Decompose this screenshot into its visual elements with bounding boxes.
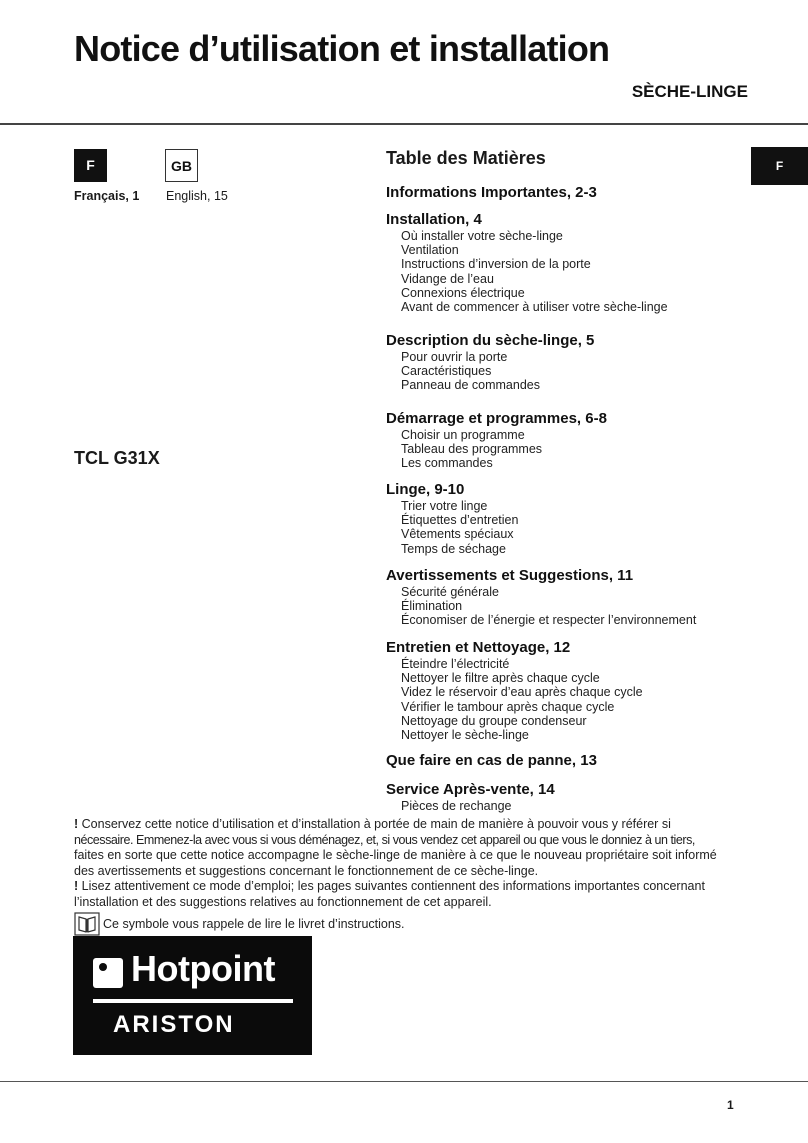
toc-item: Instructions d’inversion de la porte (401, 257, 591, 272)
toc-section (386, 481, 518, 556)
toc-item: Vêtements spéciaux (401, 527, 514, 542)
toc-item: Vérifier le tambour après chaque cycle (401, 699, 615, 714)
page-number: 1 (727, 1098, 734, 1112)
toc-item: Pour ouvrir la porte (401, 350, 508, 364)
symbol-note-text: Ce symbole vous rappele de lire le livret d’instructions. (103, 917, 405, 931)
toc-item: Videz le réservoir d’eau après chaque cycle (401, 685, 643, 700)
language-side-tab: F (751, 147, 808, 185)
safety-notes (74, 817, 754, 911)
language-label-gb: English, 15 (166, 189, 228, 203)
toc-title: Table des Matières (386, 148, 546, 168)
toc-section (386, 184, 597, 202)
hotpoint-mark-icon (93, 958, 123, 988)
toc-heading: Description du sèche-linge, 5 (386, 332, 595, 349)
toc-item: Élimination (401, 599, 463, 614)
note-line: faites en sorte que cette notice accompagne le sèche-linge de manière à ce que le nouveau propriétaire soit informé (74, 848, 717, 863)
toc-section (386, 781, 555, 813)
toc-item: Temps de séchage (401, 541, 506, 556)
toc-item: Avant de commencer à utiliser votre sèche-linge (401, 300, 668, 315)
logo-hotpoint-text: Hotpoint (131, 948, 275, 989)
language-box-fr[interactable]: F (74, 149, 107, 182)
toc-item: Économiser de l’énergie et respecter l’environnement (401, 613, 697, 628)
toc-section (386, 211, 668, 314)
page-title: Notice d’utilisation et installation (74, 28, 610, 69)
toc-item: Éteindre l’électricité (401, 657, 510, 671)
toc-item: Vidange de l’eau (401, 271, 494, 286)
toc-heading: Entretien et Nettoyage, 12 (386, 639, 571, 656)
language-box-gb[interactable]: GB (165, 149, 198, 182)
toc-heading: Avertissements et Suggestions, 11 (386, 567, 634, 584)
toc-item: Trier votre linge (401, 499, 488, 513)
language-label-fr: Français, 1 (74, 189, 140, 203)
toc-item: Nettoyage du groupe condenseur (401, 713, 587, 728)
product-category: SÈCHE-LINGE (631, 82, 748, 101)
toc-heading: Installation, 4 (386, 211, 482, 228)
book-icon (74, 912, 100, 936)
note-text: Lisez attentivement ce mode d’emploi; les pages suivantes contiennent des informations importantes concernant (78, 879, 705, 894)
toc-item: Sécurité générale (401, 585, 499, 599)
note-text: Conservez cette notice d’utilisation et d’installation à portée de main de manière à pouvoir vous y référer si (78, 817, 671, 831)
exclamation-mark: ! (74, 817, 79, 831)
toc-item: Tableau des programmes (401, 442, 543, 457)
toc-item: Pièces de rechange (401, 799, 512, 813)
toc-item: Nettoyer le sèche-linge (401, 728, 529, 743)
toc-section (386, 639, 643, 742)
note-line: nécessaire. Emmenez-la avec vous si vous déménagez, et, si vous vendez cet appareil ou que vous le donniez à un tiers, (74, 832, 695, 847)
toc-item: Choisir un programme (401, 428, 525, 442)
bottom-divider (0, 1081, 808, 1082)
toc-item: Ventilation (401, 243, 459, 258)
toc-item: Caractéristiques (401, 364, 492, 379)
exclamation-mark: ! (74, 879, 79, 894)
toc-section (386, 752, 597, 770)
toc-section (386, 332, 594, 393)
toc-item: Étiquettes d’entretien (401, 513, 519, 528)
toc-heading: Que faire en cas de panne, 13 (386, 752, 597, 769)
toc-heading: Informations Importantes, 2-3 (386, 184, 597, 201)
model-number: TCL G31X (74, 448, 160, 468)
toc-item: Les commandes (401, 456, 493, 471)
note-line: l’installation et des suggestions relatives au fonctionnement de cet appareil. (74, 894, 492, 909)
note-line (74, 817, 754, 833)
toc-heading: Service Après-vente, 14 (386, 781, 555, 798)
toc-section (386, 410, 607, 471)
toc-section (386, 567, 696, 628)
logo-divider (93, 999, 293, 1003)
note-line: des avertissements et suggestions concernant le fonctionnement de ce sèche-linge. (74, 863, 539, 878)
toc-item: Nettoyer le filtre après chaque cycle (401, 671, 600, 686)
logo-ariston-text: ARISTON (113, 1011, 235, 1038)
symbol-note (74, 912, 405, 936)
top-divider (0, 123, 808, 125)
toc-item: Panneau de commandes (401, 378, 540, 393)
note-line (74, 879, 754, 895)
brand-logo (73, 936, 312, 1055)
toc-item: Connexions électrique (401, 285, 525, 300)
toc-heading: Linge, 9-10 (386, 481, 465, 498)
toc-heading: Démarrage et programmes, 6-8 (386, 410, 607, 427)
toc-item: Où installer votre sèche-linge (401, 229, 563, 243)
